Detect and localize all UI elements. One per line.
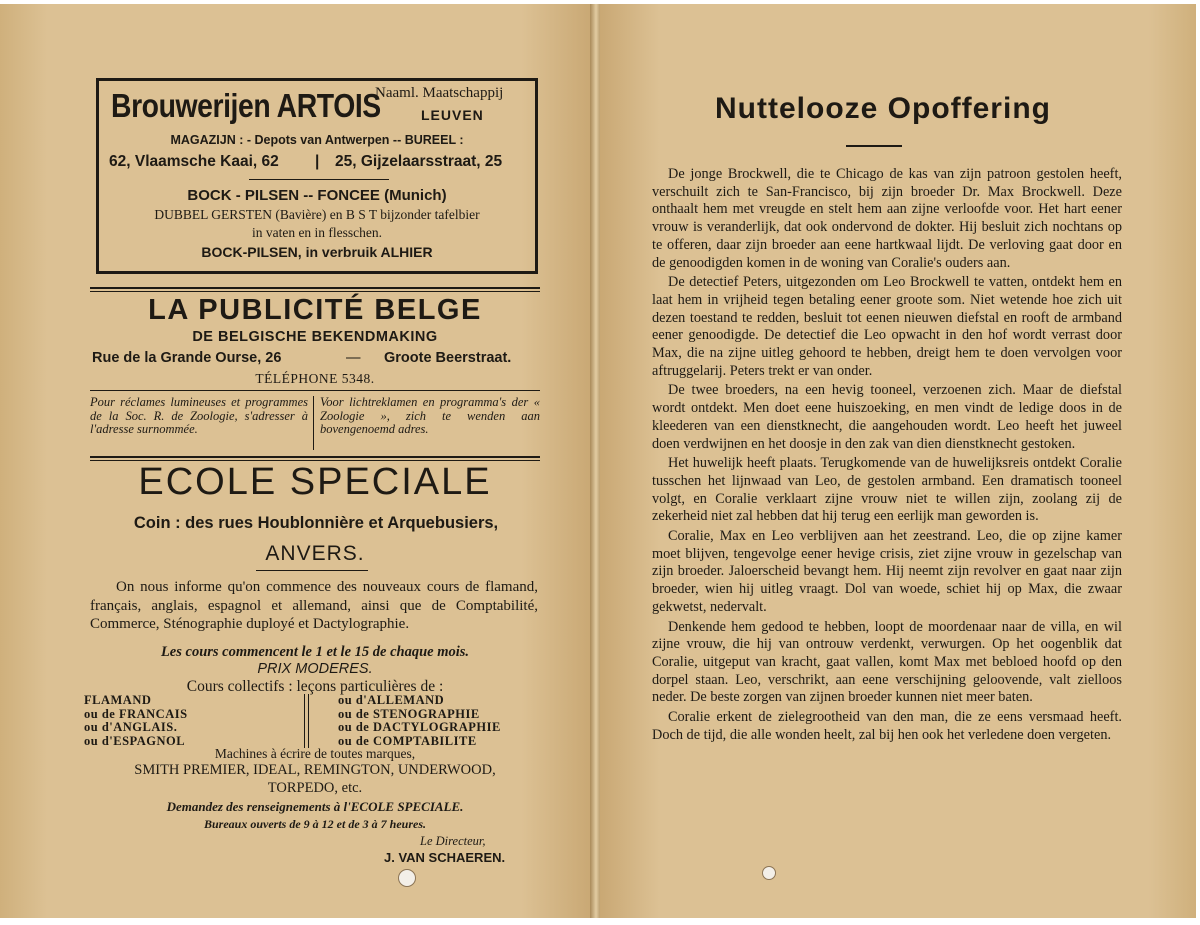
- publicite-address-nl: Groote Beerstraat.: [384, 350, 512, 366]
- publicite-title: LA PUBLICITÉ BELGE: [148, 294, 482, 326]
- staple-hole: [398, 869, 416, 887]
- artois-address-right: 25, Gijzelaarsstraat, 25: [335, 153, 503, 170]
- city-underline: [256, 570, 368, 571]
- ecole-city: ANVERS.: [265, 542, 365, 565]
- artois-separator: [249, 179, 389, 180]
- course-item: ou de FRANCAIS: [84, 706, 188, 721]
- rule: [90, 287, 540, 289]
- ecole-intro: On nous informe qu'on commence des nouveaux cours de flamand, français, anglais, espagnol et allemand, ainsi que de Comptabilité, Commerce, Sténographie duployé et Dactylographie.: [90, 579, 538, 632]
- right-page: [600, 4, 1196, 918]
- artois-ad: [96, 78, 538, 274]
- publicite-note-fr: Pour réclames lumineuses et programmes de la Soc. R. de Zoologie, s'adresser à l'adresse surnommée.: [90, 395, 308, 436]
- ecole-collective: Cours collectifs : leçons particulières de :: [186, 678, 444, 695]
- publicite-subtitle: DE BELGISCHE BEKENDMAKING: [192, 329, 438, 345]
- rule: [90, 390, 540, 391]
- ecole-hours: Bureaux ouverts de 9 à 12 et de 3 à 7 heures.: [204, 817, 426, 831]
- address-divider: |: [315, 153, 320, 170]
- course-item: ou d'ESPAGNOL: [84, 733, 186, 748]
- story-paragraph: De twee broeders, na een hevig tooneel, verzoenen zich. Maar de diefstal wordt ontdekt. Men doet eene huiszoeking, en men vindt de ledige doos in de kleederen van een dienstknecht, die aangehouden wordt. Leo heeft het juweel doen verdwijnen en het doosje in den zak van dien dienstknecht gestoken.: [652, 382, 1122, 452]
- artois-bock-line: BOCK-PILSEN, in verbruik ALHIER: [201, 244, 433, 260]
- course-item: ou de COMPTABILITE: [338, 733, 477, 748]
- artois-dubbel-line2: in vaten en in flesschen.: [251, 225, 383, 240]
- column-divider: [313, 396, 314, 450]
- ecole-corner: Coin : des rues Houblonnière et Arquebusiers,: [133, 514, 499, 532]
- course-item: ou de DACTYLOGRAPHIE: [338, 720, 501, 734]
- left-page: [0, 4, 592, 918]
- rule: [90, 456, 540, 458]
- staple-hole: [762, 866, 776, 880]
- ecole-machines: Machines à écrire de toutes marques,: [214, 746, 416, 761]
- story-paragraph: De detectief Peters, uitgezonden om Leo Brockwell te vatten, ontdekt hem en laat hem in vrijheid tegen betaling eener groote som. Niet wetende hoe zich uit dezen toestand te redden, besluit tot eenen nieuwen diefstal en rooft de armband eener genoodigde. De detectief die Leo opwacht in den hof wordt verrast door Max, die na zijne uitleg gehoord te hebben, dreigt hem te doen vervolgen voor aftruggelarij. Peters trekt er van onder.: [652, 274, 1122, 379]
- story-paragraph: Denkende hem gedood te hebben, loopt de moordenaar naar de villa, en wil zijne vrouw, die hij van ontrouw verdenkt, verwurgen. Op het oogenblik dat Coralie, uitgeput van kracht, gaat vallen, komt Max met bebloed hoofd op den dorpel staan. Leo, verschrikt, aan eene verschijning geloovende, valt zielloos neder. De beste zorgen van zijnen broeder kunnen niet meer baten.: [652, 618, 1122, 706]
- ecole-director-name: J. VAN SCHAEREN.: [384, 850, 506, 865]
- story-paragraph: De jonge Brockwell, die te Chicago de kas van zijn patroon gestolen heeft, verschuilt zich te San-Francisco, bij zijn broeder Dr. Max Brockwell. Deze onthaalt hem met vreugde en stelt hem aan zijne verloofde voor. Het hart eener vrouw is veranderlijk, dat ook ondervond de dokter. Hij besluit zich nochtans op te offeren, daar zijn broeder aan eene hartkwaal lijdt. De verloving gaat door en de genoodigden komen in de woning van Coralie's ouders aan.: [652, 166, 1122, 271]
- artois-depots: MAGAZIJN : - Depots van Antwerpen -- BUREEL :: [170, 133, 464, 147]
- title-rule: [846, 145, 902, 147]
- ecole-brands: SMITH PREMIER, IDEAL, REMINGTON, UNDERWOOD,: [134, 762, 496, 778]
- course-item: ou d'ANGLAIS.: [84, 720, 178, 734]
- course-divider: [308, 694, 309, 748]
- story-text: [652, 166, 1122, 747]
- rule: [90, 291, 540, 292]
- artois-company-type: Naaml. Maatschappij: [375, 85, 504, 101]
- artois-address-left: 62, Vlaamsche Kaai, 62: [109, 153, 279, 170]
- publicite-address-fr: Rue de la Grande Ourse, 26: [92, 350, 282, 366]
- publicite-dash: —: [346, 350, 361, 366]
- ecole-brands2: TORPEDO, etc.: [267, 780, 363, 796]
- course-list-right: [338, 694, 501, 748]
- artois-beers: BOCK - PILSEN -- FONCEE (Munich): [187, 187, 447, 204]
- ecole-ask: Demandez des renseignements à l'ECOLE SPECIALE.: [166, 799, 464, 814]
- course-item: ou de STENOGRAPHIE: [338, 706, 480, 721]
- publicite-phone: TÉLÉPHONE 5348.: [255, 371, 375, 386]
- story-paragraph: Het huwelijk heeft plaats. Terugkomende van de huwelijksreis ontdekt Coralie tusschen het lijnwaad van Leo, de gestolen armband. Een dramatisch tooneel volgt, en Coralie verklaart zijne vrouw niet te willen zijn, zoolang zij de zekerheid niet zal hebben dat hij terug een eerlijk man geworden is.: [652, 455, 1122, 525]
- ecole-director-label: Le Directeur,: [420, 834, 486, 848]
- story-paragraph: Coralie erkent de zielegrootheid van den man, die ze eens versmaad heeft. Doch de tijd, die alle wonden heelt, zal bij hen ook het verledene doen vergeten.: [652, 709, 1122, 743]
- publicite-note-nl: Voor lichtreklamen en programma's der « Zoologie », zich te wenden aan bovengenoemd adres.: [320, 395, 540, 436]
- ecole-courses-start: Les cours commencent le 1 et le 15 de chaque mois.: [160, 644, 470, 660]
- course-divider: [304, 694, 305, 748]
- ecole-prices: PRIX MODERES.: [257, 661, 373, 677]
- story-paragraph: Coralie, Max en Leo verblijven aan het zeestrand. Leo, die op zijne kamer moet blijven, tengevolge eener hevige crisis, ziet zijne vrouw in gezelschap van zijn broeder. Jaloerscheid bevangt hem. Hij neemt zijn revolver en gaat naar zijn broeder, wien hij uitleg vraagt. Dol van woede, schiet hij op Max, die zwaar gekwetst, nedervalt.: [652, 528, 1122, 615]
- ecole-title: ECOLE SPECIALE: [138, 461, 492, 503]
- course-list-left: [84, 694, 188, 748]
- course-item: ou d'ALLEMAND: [338, 693, 445, 707]
- artois-city: LEUVEN: [421, 107, 484, 123]
- artois-brand-name: Brouwerijen ARTOIS: [111, 87, 381, 124]
- artois-dubbel-line1: DUBBEL GERSTEN (Bavière) en B S T bijzonder tafelbier: [154, 207, 480, 222]
- story-title: Nuttelooze Opoffering: [715, 92, 1051, 125]
- course-item: FLAMAND: [84, 693, 152, 707]
